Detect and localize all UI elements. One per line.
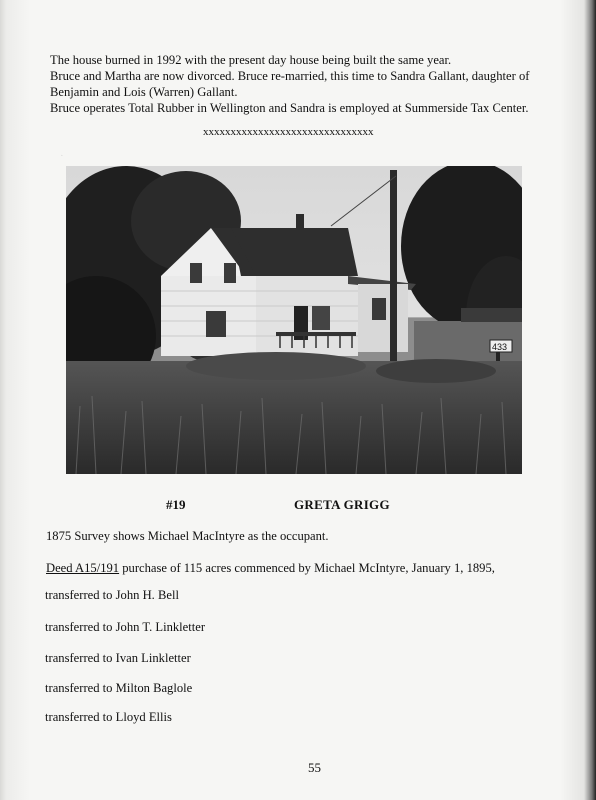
intro-line-1: The house burned in 1992 with the present day house being built the same year. [50,53,452,67]
intro-line-2: Bruce and Martha are now divorced. Bruce re-married, this time to Sandra Gallant, daughter of [50,69,530,83]
bleed-through-text: · [60,150,64,162]
transfer-line: transferred to Milton Baglole [45,681,193,695]
page-number: 55 [308,760,321,775]
transfer-line: transferred to John H. Bell [45,588,179,602]
house-photo-graphic [66,166,522,474]
transfer-line: transferred to Ivan Linkletter [45,651,191,665]
deed-line [46,561,495,576]
entry-name: GRETA GRIGG [294,497,390,512]
house-photo [66,166,522,474]
intro-line-3: Benjamin and Lois (Warren) Gallant. [50,85,238,99]
deed-text: purchase of 115 acres commenced by Michael McIntyre, January 1, 1895, [119,561,495,575]
entry-number: #19 [166,497,186,512]
separator: xxxxxxxxxxxxxxxxxxxxxxxxxxxxxxx [203,126,374,138]
transfer-line: transferred to John T. Linkletter [45,620,206,634]
survey-line: 1875 Survey shows Michael MacIntyre as the occupant. [46,529,329,543]
intro-line-4: Bruce operates Total Rubber in Wellington and Sandra is employed at Summerside Tax Center. [50,101,529,115]
deed-reference: Deed A15/191 [46,561,120,575]
transfer-line: transferred to Lloyd Ellis [45,710,172,724]
mailbox-number: 433 [492,342,508,352]
